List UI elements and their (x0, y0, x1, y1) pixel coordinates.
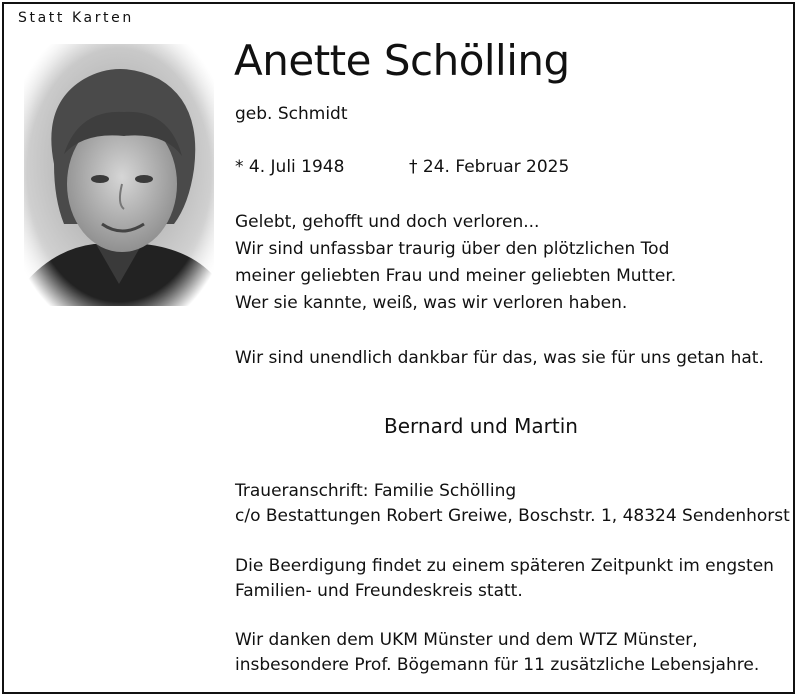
poem-line: meiner geliebten Frau und meiner geliebten Mutter. (235, 266, 677, 286)
closing-line: insbesondere Prof. Bögemann für 11 zusätzliche Lebensjahre. (235, 655, 760, 675)
birth-date: * 4. Juli 1948 (235, 157, 345, 177)
funeral-line: Familien- und Freundeskreis statt. (235, 581, 523, 601)
poem-line: Gelebt, gehofft und doch verloren... (235, 212, 540, 232)
obituary-notice (2, 2, 795, 694)
closing-line: Wir danken dem UKM Münster und dem WTZ Münster, (235, 630, 698, 650)
poem-line: Wir sind unfassbar traurig über den plötzlichen Tod (235, 239, 670, 259)
funeral-line: Die Beerdigung findet zu einem späteren Zeitpunkt im engsten (235, 556, 774, 576)
poem-line: Wer sie kannte, weiß, was wir verloren haben. (235, 293, 628, 313)
portrait-photo (24, 44, 214, 306)
thanks-line: Wir sind unendlich dankbar für das, was sie für uns getan hat. (235, 348, 764, 368)
signature: Bernard und Martin (384, 414, 578, 438)
death-date: † 24. Februar 2025 (409, 157, 570, 177)
maiden-name: geb. Schmidt (235, 104, 348, 124)
deceased-name: Anette Schölling (234, 36, 570, 85)
address-line: c/o Bestattungen Robert Greiwe, Boschstr. 1, 48324 Sendenhorst (235, 506, 790, 526)
header-tag: Statt Karten (4, 4, 146, 33)
address-line: Traueranschrift: Familie Schölling (235, 481, 517, 501)
